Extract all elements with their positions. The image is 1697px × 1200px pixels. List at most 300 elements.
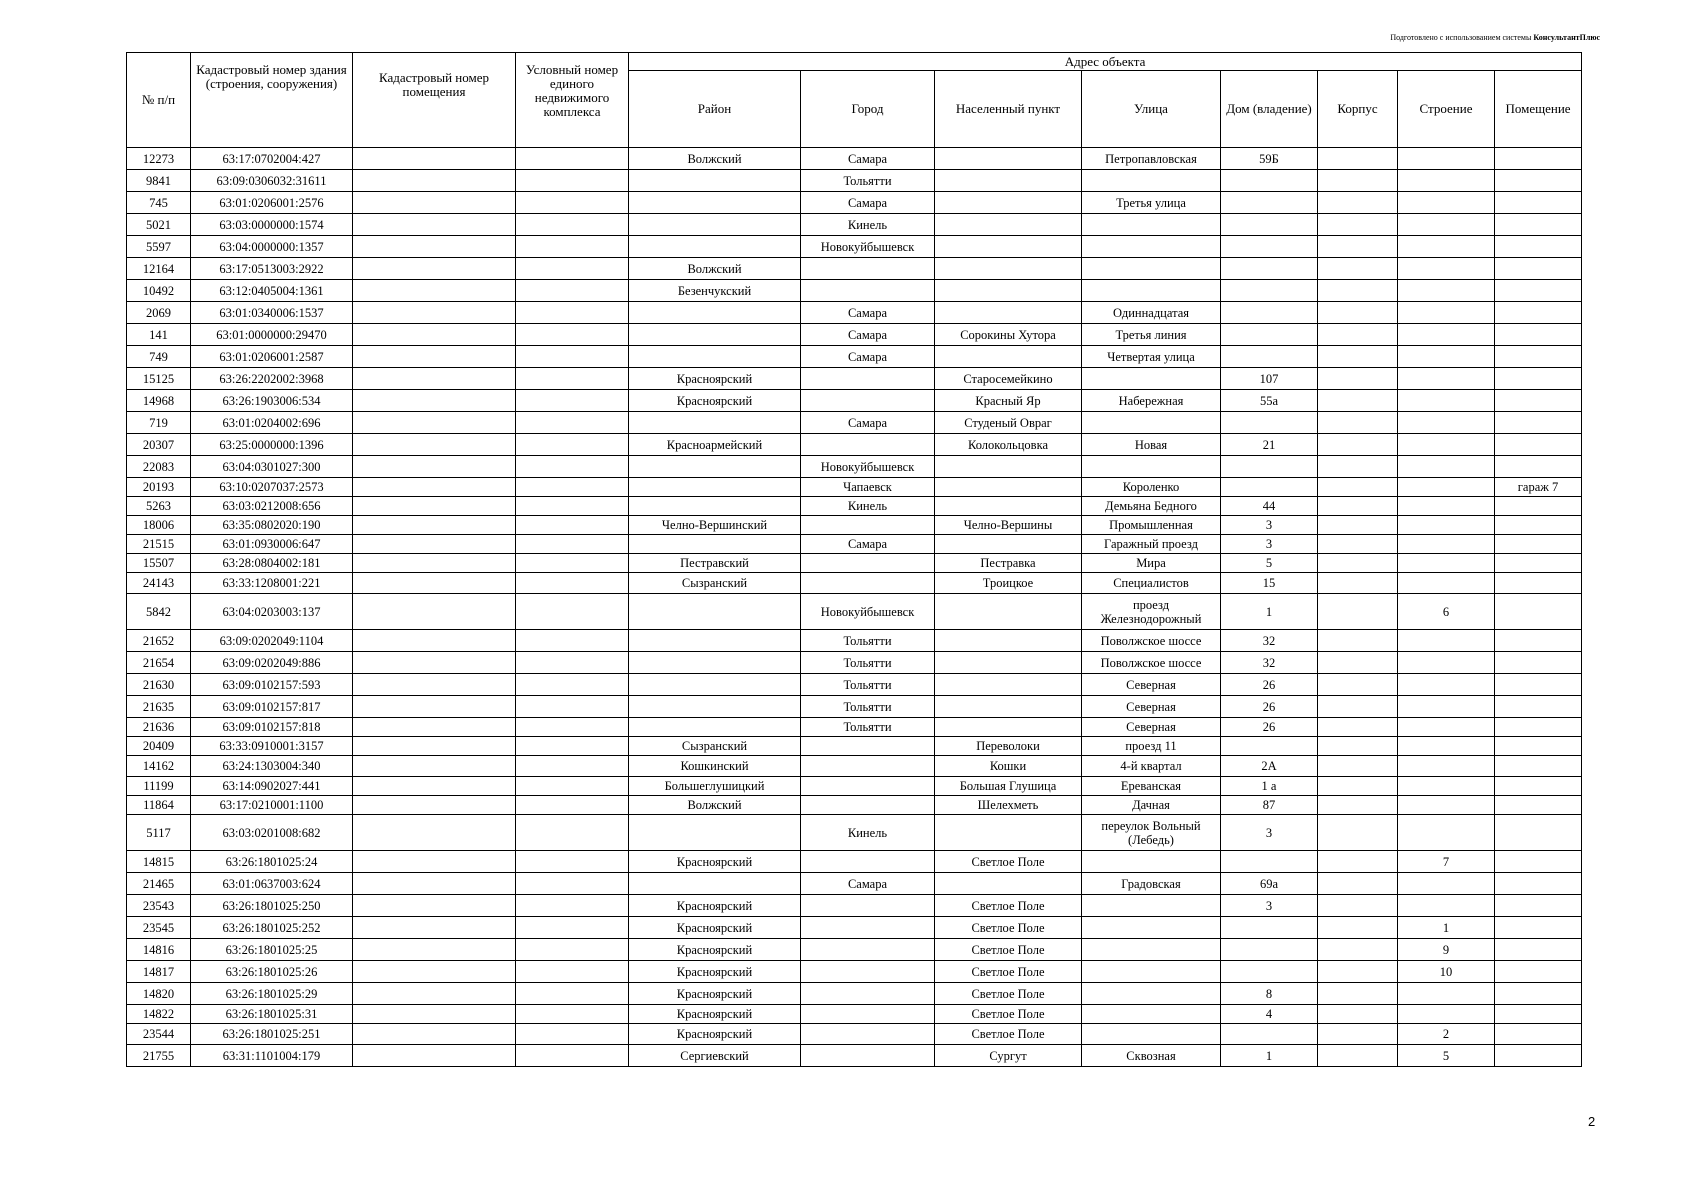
- table-cell: Красноярский: [629, 983, 801, 1005]
- table-cell: [353, 478, 516, 497]
- table-cell: [516, 756, 629, 777]
- table-cell: 63:12:0405004:1361: [191, 280, 353, 302]
- table-cell: [516, 456, 629, 478]
- table-cell: [353, 456, 516, 478]
- table-cell: Промышленная: [1082, 516, 1221, 535]
- table-cell: [1398, 718, 1495, 737]
- table-row: [127, 302, 1582, 324]
- table-cell: 10492: [127, 280, 191, 302]
- table-cell: Челно-Вершинский: [629, 516, 801, 535]
- table-row: [127, 478, 1582, 497]
- table-cell: [629, 236, 801, 258]
- table-cell: 719: [127, 412, 191, 434]
- table-cell: [353, 280, 516, 302]
- table-cell: [1318, 497, 1398, 516]
- table-cell: [1398, 280, 1495, 302]
- table-cell: [1318, 573, 1398, 594]
- col-header-premises: Помещение: [1495, 71, 1582, 148]
- table-cell: [935, 652, 1082, 674]
- table-cell: [1082, 236, 1221, 258]
- table-row: [127, 756, 1582, 777]
- table-cell: Дачная: [1082, 796, 1221, 815]
- table-cell: [353, 554, 516, 573]
- table-cell: [516, 148, 629, 170]
- table-cell: [1495, 170, 1582, 192]
- table-cell: 12164: [127, 258, 191, 280]
- table-cell: [1221, 258, 1318, 280]
- table-cell: 3: [1221, 815, 1318, 851]
- table-cell: 21: [1221, 434, 1318, 456]
- table-cell: [1495, 554, 1582, 573]
- table-cell: [801, 1024, 935, 1045]
- consultant-plus-watermark: [1390, 33, 1600, 42]
- table-cell: 22083: [127, 456, 191, 478]
- table-cell: 63:26:1903006:534: [191, 390, 353, 412]
- table-row: [127, 737, 1582, 756]
- table-cell: [353, 1024, 516, 1045]
- table-cell: [353, 1005, 516, 1024]
- table-cell: [801, 280, 935, 302]
- table-row: [127, 368, 1582, 390]
- table-cell: [801, 983, 935, 1005]
- table-row: [127, 456, 1582, 478]
- table-cell: [516, 815, 629, 851]
- table-cell: Короленко: [1082, 478, 1221, 497]
- table-cell: [1318, 737, 1398, 756]
- table-row: [127, 851, 1582, 873]
- table-cell: [1221, 302, 1318, 324]
- table-cell: [1221, 412, 1318, 434]
- table-cell: [1398, 777, 1495, 796]
- table-cell: [353, 718, 516, 737]
- table-cell: [1318, 594, 1398, 630]
- table-cell: 20307: [127, 434, 191, 456]
- table-cell: [353, 983, 516, 1005]
- table-cell: [1318, 390, 1398, 412]
- table-cell: Градовская: [1082, 873, 1221, 895]
- table-row: [127, 696, 1582, 718]
- table-cell: [1495, 302, 1582, 324]
- table-cell: Самара: [801, 873, 935, 895]
- table-cell: [353, 917, 516, 939]
- table-cell: [1398, 1005, 1495, 1024]
- table-cell: [1495, 1024, 1582, 1045]
- table-cell: [1495, 594, 1582, 630]
- table-cell: [353, 346, 516, 368]
- table-cell: 4: [1221, 1005, 1318, 1024]
- table-cell: [1318, 652, 1398, 674]
- table-cell: [629, 456, 801, 478]
- table-cell: [1318, 434, 1398, 456]
- table-cell: 15: [1221, 573, 1318, 594]
- table-cell: 21465: [127, 873, 191, 895]
- table-cell: [353, 497, 516, 516]
- table-cell: Новокуйбышевск: [801, 594, 935, 630]
- table-cell: [801, 737, 935, 756]
- table-cell: Большая Глушица: [935, 777, 1082, 796]
- table-cell: [935, 873, 1082, 895]
- table-cell: 63:09:0202049:1104: [191, 630, 353, 652]
- table-row: [127, 434, 1582, 456]
- table-cell: [935, 236, 1082, 258]
- table-cell: [1221, 192, 1318, 214]
- table-cell: 1: [1221, 594, 1318, 630]
- table-cell: Северная: [1082, 696, 1221, 718]
- table-cell: Светлое Поле: [935, 895, 1082, 917]
- table-cell: 5842: [127, 594, 191, 630]
- table-cell: [1398, 497, 1495, 516]
- table-cell: [516, 412, 629, 434]
- table-cell: [935, 815, 1082, 851]
- table-cell: [629, 630, 801, 652]
- table-cell: 63:01:0206001:2576: [191, 192, 353, 214]
- table-cell: 14817: [127, 961, 191, 983]
- table-cell: Новокуйбышевск: [801, 456, 935, 478]
- table-cell: 63:17:0702004:427: [191, 148, 353, 170]
- table-cell: [801, 777, 935, 796]
- table-cell: [516, 390, 629, 412]
- table-cell: Безенчукский: [629, 280, 801, 302]
- table-cell: Третья линия: [1082, 324, 1221, 346]
- table-cell: Кинель: [801, 815, 935, 851]
- table-row: [127, 718, 1582, 737]
- table-cell: [1221, 961, 1318, 983]
- table-cell: [1318, 796, 1398, 815]
- table-cell: [1495, 674, 1582, 696]
- table-cell: [1318, 939, 1398, 961]
- table-cell: Самара: [801, 148, 935, 170]
- table-cell: [801, 1005, 935, 1024]
- table-cell: [935, 302, 1082, 324]
- table-cell: [1495, 390, 1582, 412]
- table-cell: [1318, 718, 1398, 737]
- table-cell: [1398, 236, 1495, 258]
- table-cell: [1318, 851, 1398, 873]
- table-cell: 3: [1221, 535, 1318, 554]
- table-cell: [801, 961, 935, 983]
- table-cell: 14816: [127, 939, 191, 961]
- table-row: [127, 258, 1582, 280]
- table-cell: 23543: [127, 895, 191, 917]
- table-cell: [353, 630, 516, 652]
- table-cell: Колокольцовка: [935, 434, 1082, 456]
- table-cell: [1398, 815, 1495, 851]
- table-cell: Переволоки: [935, 737, 1082, 756]
- table-cell: 63:26:2202002:3968: [191, 368, 353, 390]
- table-cell: [801, 939, 935, 961]
- table-cell: [1495, 324, 1582, 346]
- table-cell: 63:01:0206001:2587: [191, 346, 353, 368]
- table-cell: Волжский: [629, 258, 801, 280]
- table-row: [127, 895, 1582, 917]
- table-cell: Гаражный проезд: [1082, 535, 1221, 554]
- table-cell: [516, 516, 629, 535]
- table-cell: [353, 236, 516, 258]
- table-cell: [1398, 756, 1495, 777]
- table-cell: 6: [1398, 594, 1495, 630]
- table-cell: [1495, 939, 1582, 961]
- table-cell: Самара: [801, 346, 935, 368]
- table-row: [127, 192, 1582, 214]
- table-row: [127, 554, 1582, 573]
- table-cell: [1495, 258, 1582, 280]
- table-cell: [935, 346, 1082, 368]
- table-cell: [353, 652, 516, 674]
- table-cell: [516, 917, 629, 939]
- table-cell: [1495, 456, 1582, 478]
- table-cell: [629, 478, 801, 497]
- table-cell: [629, 873, 801, 895]
- table-cell: [353, 1045, 516, 1067]
- table-cell: [629, 497, 801, 516]
- table-cell: 21630: [127, 674, 191, 696]
- table-cell: [1082, 258, 1221, 280]
- table-cell: 63:26:1801025:250: [191, 895, 353, 917]
- table-cell: 21755: [127, 1045, 191, 1067]
- table-cell: [629, 346, 801, 368]
- table-cell: [1495, 873, 1582, 895]
- table-cell: [801, 368, 935, 390]
- table-cell: 63:03:0201008:682: [191, 815, 353, 851]
- table-cell: 14820: [127, 983, 191, 1005]
- table-cell: 63:26:1801025:26: [191, 961, 353, 983]
- table-row: [127, 390, 1582, 412]
- table-row: [127, 796, 1582, 815]
- table-cell: 9: [1398, 939, 1495, 961]
- table-row: [127, 630, 1582, 652]
- table-cell: [1318, 554, 1398, 573]
- table-cell: 5117: [127, 815, 191, 851]
- table-cell: 749: [127, 346, 191, 368]
- table-cell: 11864: [127, 796, 191, 815]
- table-cell: 63:01:0000000:29470: [191, 324, 353, 346]
- table-cell: 63:09:0202049:886: [191, 652, 353, 674]
- table-cell: Сургут: [935, 1045, 1082, 1067]
- table-cell: [935, 535, 1082, 554]
- table-cell: [353, 324, 516, 346]
- table-cell: [935, 258, 1082, 280]
- table-cell: [1318, 630, 1398, 652]
- table-cell: [516, 258, 629, 280]
- table-cell: 5: [1398, 1045, 1495, 1067]
- table-cell: [516, 594, 629, 630]
- table-cell: [353, 390, 516, 412]
- table-cell: 14815: [127, 851, 191, 873]
- table-cell: [935, 497, 1082, 516]
- table-cell: [1398, 652, 1495, 674]
- table-cell: 3: [1221, 895, 1318, 917]
- table-cell: [629, 718, 801, 737]
- table-cell: [1398, 630, 1495, 652]
- table-cell: [935, 192, 1082, 214]
- table-cell: 59Б: [1221, 148, 1318, 170]
- table-cell: Красноярский: [629, 851, 801, 873]
- table-cell: Тольятти: [801, 170, 935, 192]
- table-cell: Сквозная: [1082, 1045, 1221, 1067]
- table-cell: 63:33:0910001:3157: [191, 737, 353, 756]
- col-header-street: Улица: [1082, 71, 1221, 148]
- table-row: [127, 983, 1582, 1005]
- table-cell: [1318, 983, 1398, 1005]
- table-cell: [516, 236, 629, 258]
- table-cell: Светлое Поле: [935, 939, 1082, 961]
- table-cell: Сызранский: [629, 737, 801, 756]
- table-cell: [353, 851, 516, 873]
- table-cell: [1318, 368, 1398, 390]
- table-cell: [1318, 412, 1398, 434]
- table-cell: [516, 434, 629, 456]
- table-cell: Тольятти: [801, 718, 935, 737]
- col-header-district: Район: [629, 71, 801, 148]
- table-cell: 63:09:0102157:593: [191, 674, 353, 696]
- table-cell: Тольятти: [801, 674, 935, 696]
- table-cell: [801, 390, 935, 412]
- table-cell: [1495, 236, 1582, 258]
- table-cell: [1495, 796, 1582, 815]
- header-row-top: [127, 53, 1582, 71]
- table-cell: [1398, 696, 1495, 718]
- table-cell: [1495, 895, 1582, 917]
- table-cell: 20193: [127, 478, 191, 497]
- table-cell: Набережная: [1082, 390, 1221, 412]
- table-cell: [1082, 214, 1221, 236]
- col-header-building: Строение: [1398, 71, 1495, 148]
- table-cell: [516, 939, 629, 961]
- table-cell: [1318, 236, 1398, 258]
- table-cell: [1398, 302, 1495, 324]
- table-cell: [1221, 280, 1318, 302]
- table-cell: [1082, 280, 1221, 302]
- table-cell: [516, 652, 629, 674]
- table-cell: 24143: [127, 573, 191, 594]
- table-cell: Старосемейкино: [935, 368, 1082, 390]
- table-cell: [1495, 280, 1582, 302]
- table-cell: Кошкинский: [629, 756, 801, 777]
- table-cell: [353, 214, 516, 236]
- table-cell: 4-й квартал: [1082, 756, 1221, 777]
- table-cell: Тольятти: [801, 652, 935, 674]
- table-cell: [516, 346, 629, 368]
- table-cell: [516, 1045, 629, 1067]
- table-cell: [516, 554, 629, 573]
- table-cell: Красноярский: [629, 368, 801, 390]
- table-cell: [1398, 535, 1495, 554]
- table-cell: [1495, 961, 1582, 983]
- table-cell: [1398, 478, 1495, 497]
- table-cell: [516, 796, 629, 815]
- table-cell: [801, 851, 935, 873]
- table-cell: [629, 324, 801, 346]
- table-cell: [1495, 368, 1582, 390]
- table-cell: [629, 815, 801, 851]
- table-cell: [1221, 456, 1318, 478]
- table-cell: [516, 302, 629, 324]
- table-cell: [516, 851, 629, 873]
- table-cell: [516, 192, 629, 214]
- col-header-cond-num: Условный номер единого недвижимого комплекса: [516, 53, 629, 148]
- table-cell: [516, 873, 629, 895]
- table-cell: [1495, 851, 1582, 873]
- table-cell: Пестравский: [629, 554, 801, 573]
- table-cell: [353, 434, 516, 456]
- table-cell: [1082, 917, 1221, 939]
- table-cell: [801, 756, 935, 777]
- table-cell: [1495, 756, 1582, 777]
- table-cell: 63:10:0207037:2573: [191, 478, 353, 497]
- table-cell: [1495, 573, 1582, 594]
- table-cell: [516, 478, 629, 497]
- table-cell: [935, 280, 1082, 302]
- table-cell: 44: [1221, 497, 1318, 516]
- table-cell: [353, 368, 516, 390]
- col-header-house: Дом (владение): [1221, 71, 1318, 148]
- table-cell: [516, 573, 629, 594]
- table-cell: Поволжское шоссе: [1082, 652, 1221, 674]
- table-cell: [353, 148, 516, 170]
- table-cell: Самара: [801, 302, 935, 324]
- table-cell: [801, 796, 935, 815]
- table-cell: Светлое Поле: [935, 1024, 1082, 1045]
- table-cell: [1318, 696, 1398, 718]
- table-cell: Кинель: [801, 497, 935, 516]
- table-cell: [1082, 170, 1221, 192]
- table-cell: 63:14:0902027:441: [191, 777, 353, 796]
- table-row: [127, 236, 1582, 258]
- table-row: [127, 346, 1582, 368]
- table-row: [127, 280, 1582, 302]
- table-cell: [1318, 777, 1398, 796]
- table-cell: [935, 148, 1082, 170]
- table-cell: Новая: [1082, 434, 1221, 456]
- table-cell: [935, 214, 1082, 236]
- table-cell: Светлое Поле: [935, 961, 1082, 983]
- table-cell: [1221, 214, 1318, 236]
- table-row: [127, 961, 1582, 983]
- table-cell: [1082, 1024, 1221, 1045]
- table-cell: 63:01:0340006:1537: [191, 302, 353, 324]
- table-cell: Челно-Вершины: [935, 516, 1082, 535]
- table-cell: [1398, 737, 1495, 756]
- table-cell: [516, 630, 629, 652]
- table-cell: [935, 478, 1082, 497]
- col-header-num: № п/п: [127, 53, 191, 148]
- table-cell: 21654: [127, 652, 191, 674]
- table-row: [127, 573, 1582, 594]
- table-cell: 87: [1221, 796, 1318, 815]
- table-cell: [1495, 917, 1582, 939]
- table-cell: Северная: [1082, 674, 1221, 696]
- table-cell: [1398, 456, 1495, 478]
- table-cell: 21515: [127, 535, 191, 554]
- table-cell: [1398, 983, 1495, 1005]
- table-cell: 1: [1398, 917, 1495, 939]
- table-cell: [516, 777, 629, 796]
- table-cell: [935, 594, 1082, 630]
- table-cell: [1398, 148, 1495, 170]
- table-cell: 20409: [127, 737, 191, 756]
- col-header-block: Корпус: [1318, 71, 1398, 148]
- table-cell: Поволжское шоссе: [1082, 630, 1221, 652]
- table-cell: [801, 434, 935, 456]
- table-cell: [1495, 696, 1582, 718]
- table-cell: [1398, 895, 1495, 917]
- table-cell: 26: [1221, 718, 1318, 737]
- table-cell: 8: [1221, 983, 1318, 1005]
- table-cell: Кинель: [801, 214, 935, 236]
- table-cell: [1398, 192, 1495, 214]
- table-cell: [516, 1005, 629, 1024]
- table-cell: 63:26:1801025:252: [191, 917, 353, 939]
